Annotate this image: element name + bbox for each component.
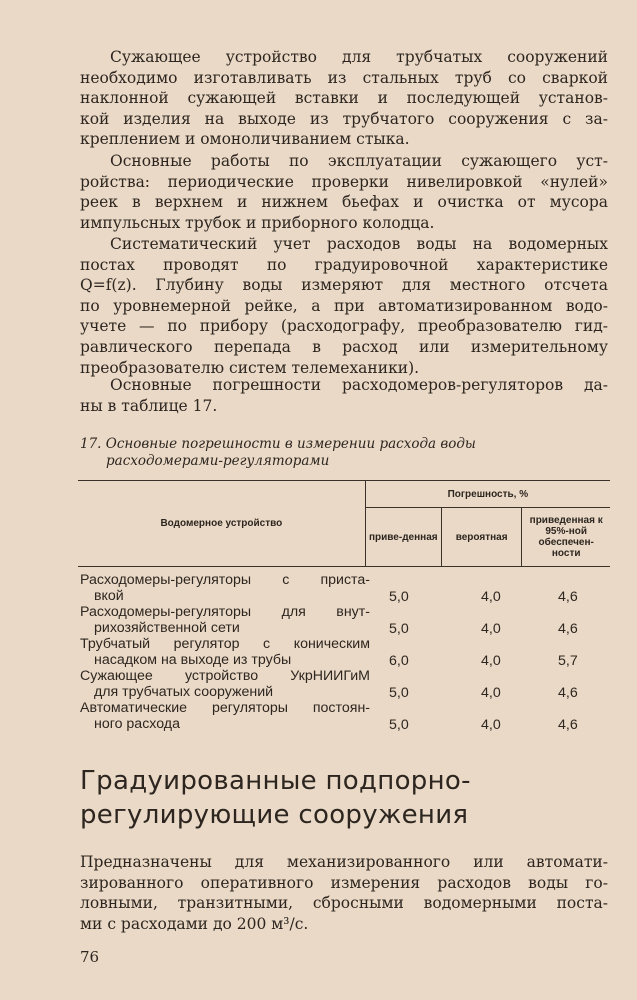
text-line: Q=f(z). Глубину воды измеряют для местного отсчета [80, 276, 608, 295]
text-line: по уровнемерной рейке, а при автоматизированном водо- [80, 296, 608, 315]
error-table-body [80, 572, 610, 732]
text-line: Основные работы по эксплуатации сужающего уст- [110, 152, 608, 170]
text-line: Предназначены для механизированного или автомати- [80, 853, 608, 871]
page-number: 76 [80, 948, 100, 966]
section-heading-line: Градуированные подпорно- [80, 766, 471, 796]
paragraph-maintenance [80, 151, 608, 233]
column-header-error: Погрешность, % [365, 481, 610, 508]
device-name-line: Расходомеры-регуляторы для внут- [80, 604, 370, 620]
device-name-line: вкой [94, 588, 124, 604]
device-name-line: Сужающее устройство УкрНИИГиМ [80, 668, 370, 684]
value-probable: 4,0 [481, 685, 501, 701]
text-line: Основные погрешности расходомеров-регуляторов да- [110, 376, 608, 394]
text-line: ми с расходами до 200 м³/с. [80, 914, 309, 933]
value-probable: 4,0 [481, 589, 501, 605]
table-row [80, 572, 610, 604]
table-row [80, 668, 610, 700]
text-line: преобразователю систем телемеханики). [80, 358, 420, 377]
device-name-line: насадком на выходе из трубы [94, 652, 292, 668]
table-row [80, 700, 610, 732]
text-line: ловными, транзитными, сбросными водомерными поста- [80, 894, 608, 913]
value-reduced: 5,0 [389, 717, 409, 733]
error-table-header [78, 480, 610, 567]
device-name-line: Автоматические регуляторы постоян- [80, 700, 370, 716]
device-name-line: рихозяйственной сети [94, 620, 240, 636]
text-line: Систематический учет расходов воды на водомерных [110, 235, 608, 253]
device-name [80, 636, 370, 668]
table-caption [80, 436, 608, 470]
text-line: необходимо изготавливать из стальных труб со сваркой [80, 68, 608, 87]
text-line: зированного оперативного измерения расходов воды го- [80, 873, 608, 892]
device-name [80, 604, 370, 636]
paragraph-flow-accounting [80, 234, 608, 378]
text-line: импульсных трубок и приборного колодца. [80, 213, 435, 232]
text-line: ны в таблице 17. [80, 396, 218, 415]
device-name [80, 668, 370, 700]
text-line: учете — по прибору (расходографу, преобразователю гид- [80, 317, 608, 336]
text-line: наклонной сужающей вставки и последующей установ- [80, 89, 608, 108]
section-heading [80, 764, 608, 832]
column-header-95-percent: приведенная к 95%-ной обеспечен-ности [522, 508, 610, 567]
column-header-probable: вероятная [441, 508, 521, 567]
device-name-line: ного расхода [94, 716, 180, 732]
text-line: реек в верхнем и нижнем бьефах и очистка от мусора [80, 193, 608, 212]
value-probable: 4,0 [481, 653, 501, 669]
value-probable: 4,0 [481, 621, 501, 637]
table-caption-line: расходомерами-регуляторами [106, 453, 330, 469]
table-caption-line: 17. Основные погрешности в измерении расхода воды [80, 436, 476, 452]
paragraph-narrowing-device [80, 47, 608, 150]
table-row [80, 604, 610, 636]
text-line: постах проводят по градуировочной характеристике [80, 255, 608, 274]
value-95-percent: 4,6 [558, 621, 578, 637]
device-name-line: Трубчатый регулятор с коническим [80, 636, 370, 652]
text-line: равлического перепада в расход или измерительному [80, 337, 608, 356]
value-reduced: 5,0 [389, 685, 409, 701]
value-reduced: 5,0 [389, 621, 409, 637]
device-name-line: Расходомеры-регуляторы с приста- [80, 572, 370, 588]
value-95-percent: 4,6 [558, 685, 578, 701]
text-line: Сужающее устройство для трубчатых сооружений [110, 48, 608, 66]
value-95-percent: 5,7 [558, 653, 578, 669]
paragraph-section-intro [80, 852, 608, 934]
value-95-percent: 4,6 [558, 589, 578, 605]
text-line: креплением и омоноличиванием стыка. [80, 130, 410, 149]
device-name-line: для трубчатых сооружений [94, 684, 274, 700]
value-95-percent: 4,6 [558, 717, 578, 733]
column-header-device: Водомерное устройство [160, 518, 283, 529]
value-probable: 4,0 [481, 717, 501, 733]
value-reduced: 5,0 [389, 589, 409, 605]
text-line: ройства: периодические проверки нивелировкой «нулей» [80, 172, 608, 191]
text-line: кой изделия на выходе из трубчатого сооружения с за- [80, 109, 608, 128]
value-reduced: 6,0 [389, 653, 409, 669]
paragraph-table-reference [80, 375, 608, 416]
table-row [80, 636, 610, 668]
device-name [80, 700, 370, 732]
section-heading-line: регулирующие сооружения [80, 800, 469, 830]
column-header-reduced: приве-денная [365, 508, 441, 567]
device-name [80, 572, 370, 604]
